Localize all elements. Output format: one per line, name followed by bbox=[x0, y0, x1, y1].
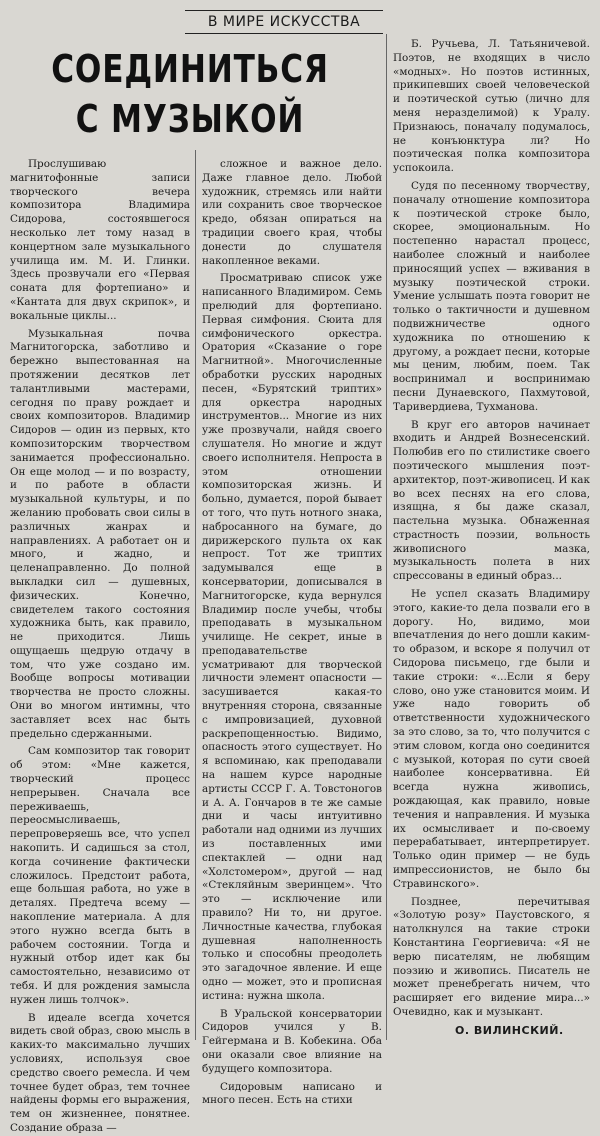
paragraph: Не успел сказать Владимиру этого, какие-то дела позвали его в дорогу. Но, видимо, мои впечатления до него дошли каким-то образом, и вскоре я получил от Сидорова письмецо, где были и такие строки: «...Если я беру слово, оно уже становится моим. И уже надо говорить об ответственности художнического за это слово, за то, что получится с этим словом, когда оно соединится с музыкой, которая по сути своей наиболее консервативна. Ей всегда нужна живопись, рождающая, как правило, новые течения и направления. И музыка их осмысливает и по-своему перерабатывает, интерпретирует. Только один пример — не будь импрессионистов, не было бы Стравинского». bbox=[393, 588, 590, 890]
article-column-2 bbox=[202, 158, 382, 1107]
article-column-3 bbox=[393, 38, 590, 1018]
paragraph: Прослушиваю магнитофонные записи творческого вечера композитора Владимира Сидорова, состоявшегося несколько лет тому назад в концертном зале музыкального училища им. М. И. Глинки. Здесь прозвучали его «Первая соната для фортепиано» и «Кантата для двух скрипок», и вокальные циклы... bbox=[10, 158, 190, 322]
headline-line-2: С МУЗЫКОЙ bbox=[75, 97, 305, 141]
paragraph: Просматриваю список уже написанного Владимиром. Семь прелюдий для фортепиано. Первая симфония. Сюита для симфонического оркестра. Оратория «Сказание о горе Магнитной». Многочисленные обработки русских народных песен, «Бурятский триптих» для оркестра народных инструментов... Многие из них уже прозвучали, найдя своего слушателя. Но многие и ждут своего исполнителя. Непроста в этом отношении композиторская жизнь. И больно, думается, порой бывает от того, что путь нотного знака, набросанного на бумаге, до дирижерского пульта ох как непрост. Тот же триптих задумывался еще в консерватории, дописывался в Магнитогорске, куда вернулся Владимир после учебы, чтобы преподавать в музыкальном училище. Не секрет, иные в преподавательстве усматривают для творческой личности элемент опасности — засушивается какая-то внутренняя сторона, связанные с импровизацией, духовной раскрепощенностью. Видимо, опасность этого существует. Но я вспоминаю, как преподавали на нашем курсе народные артисты СССР Г. А. Товстоногов и А. А. Гончаров в те же самые дни и часы интуитивно работали над одними из лучших из поставленных ими спектаклей — одни над «Холстомером», другой — над «Стекляйным зверинцем». Что это — исключение или правило? Ни то, ни другое. Личностные качества, глубокая душевная наполненность только и способны преодолеть это загадочное явление. И еще одно — может, это и прописная истина: нужна школа. bbox=[202, 272, 382, 1002]
paragraph: Музыкальная почва Магнитогорска, заботливо и бережно выпестованная на протяжении десятков лет талантливыми мастерами, сегодня по праву рождает и своих композиторов. Владимир Сидоров — один из первых, кто композиторским творчеством занимается профессионально. Он еще молод — и по возрасту, и по работе в области музыкальной культуры, и по желанию пробовать свои силы в различных жанрах и направлениях. А работает он и много, и жадно, и целенаправленно. До полной выкладки сил — душевных, физических. Конечно, свидетелем такого состояния художника быть, как правило, не приходится. Лишь ощущаешь щедрую отдачу в том, что уже создано им. Вообще вопросы мотивации творчества не просто сложны. Они во многом интимны, что заставляет всех нас быть предельно сдержанными. bbox=[10, 327, 190, 740]
section-rubric: В МИРЕ ИСКУССТВА bbox=[185, 10, 383, 34]
paragraph: Сидоровым написано и много песен. Есть на стихи bbox=[202, 1080, 382, 1107]
column-divider-1 bbox=[195, 150, 196, 1040]
paragraph: В круг его авторов начинает входить и Андрей Вознесенский. Полюбив его по стилистике своего поэтического мышления поэт-архитектор, поэт-живописец. И как во всех песнях на его слова, изящна, я бы даже сказал, пастельна музыка. Обнаженная страстность поэзии, вольность живописного мазка, музыкальность полета в них спрессованы в единый образ... bbox=[393, 418, 590, 583]
paragraph: Б. Ручьева, Л. Татьяничевой. Поэтов, не входящих в число «модных». Но поэтов истинных, прикипевших своей человеческой и поэтической сутью (лично для меня неразделимой) к Уралу. Признаюсь, поначалу подумалось, не конъюнктура ли? Но поэтическая полка композитора успокоила. bbox=[393, 38, 590, 175]
paragraph: Судя по песенному творчеству, поначалу отношение композитора к поэтической строке было, скорее, эмоциональным. Но постепенно нарастал процесс, наиболее сложный и наиболее приносящий успех — вживания в музыку поэтической строки. Умение услышать поэта говорит не только о тактичности и душевном подвижничестве одного художника по отношению к другому, а рождает песни, которые мы ценим, любим, поем. Так воспринимал и воспринимаю песни Дунаевского, Пахмутовой, Таривердиева, Тухманова. bbox=[393, 179, 590, 413]
author-signature: О. ВИЛИНСКИЙ. bbox=[455, 1024, 564, 1037]
paragraph: Сам композитор так говорит об этом: «Мне кажется, творческий процесс непрерывен. Сначала все переживаешь, переосмысливаешь, перепроверяешь все, что успел накопить. И садишься за стол, когда сочинение фактически сложилось. Предстоит работа, еще большая работа, но уже в деталях. Предтеча всему — накопление материала. А для этого нужно всегда быть в рабочем состоянии. Тогда и нужный отбор идет как бы самостоятельно, независимо от тебя. И для рождения замысла нужен лишь толчок». bbox=[10, 745, 190, 1006]
article-headline bbox=[51, 44, 330, 144]
paragraph: В Уральской консерватории Сидоров учился у В. Гейгерманa и В. Кобекина. Оба они оказали свое влияние на будущего композитора. bbox=[202, 1007, 382, 1075]
column-divider-2 bbox=[386, 34, 387, 1040]
paragraph: В идеале всегда хочется видеть свой образ, свою мысль в каких-то максимально лучших условиях, используя свое средство своего ремесла. И чем точнее будет образ, тем точнее найдены формы его выражения, тем он жизненнее, понятнее. Создание образа — bbox=[10, 1011, 190, 1134]
paragraph: Позднее, перечитывая «Золотую розу» Паустовского, я натолкнулся на такие строки Константина Георгиевича: «Я не верю писателям, не любящим поэзию и живопись. Писатель не может пренебрегать ничем, что расширяет его видение мира...» Очевидно, как и музыкант. bbox=[393, 895, 590, 1018]
headline-line-1: СОЕДИНИТЬСЯ bbox=[51, 47, 329, 91]
article-column-1 bbox=[10, 158, 190, 1134]
paragraph: сложное и важное дело. Даже главное дело. Любой художник, стремясь или найти или сохранить свое творческое кредо, обязан опираться на традиции своего края, чтобы донести до слушателя накопленное веками. bbox=[202, 158, 382, 267]
